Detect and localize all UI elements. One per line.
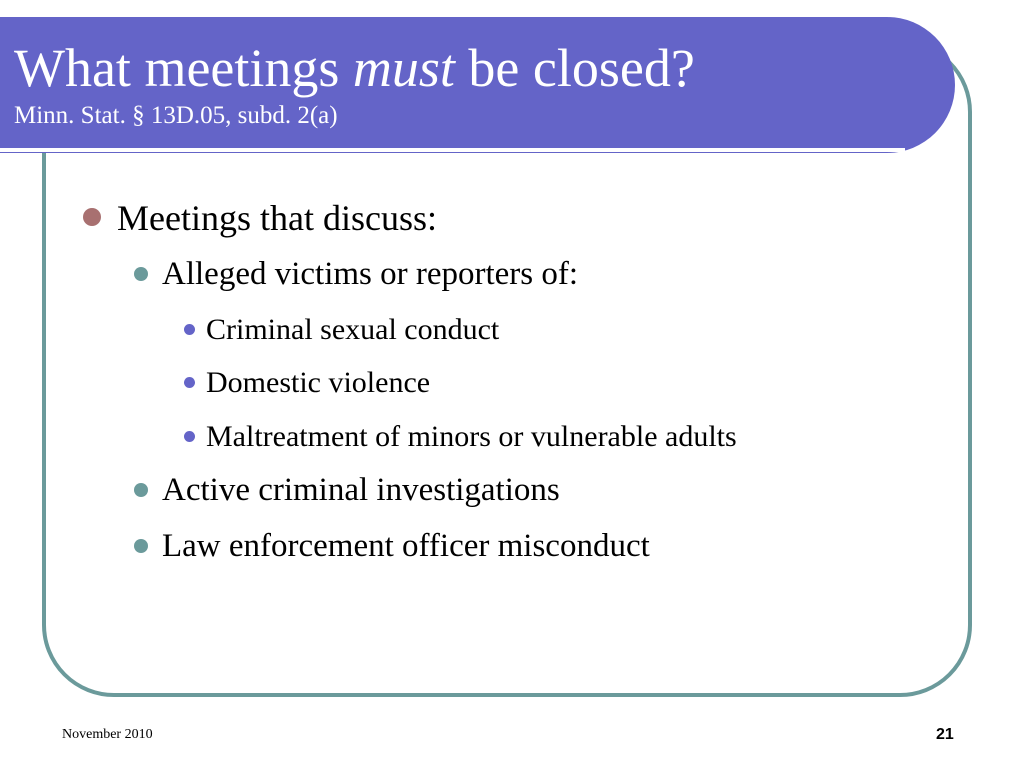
bullet-dot-level2 bbox=[134, 483, 148, 497]
slide-subtitle: Minn. Stat. § 13D.05, subd. 2(a) bbox=[14, 102, 338, 129]
bullet-6: Active criminal investigations bbox=[162, 472, 560, 508]
title-part-2: be closed? bbox=[454, 38, 695, 98]
bullet-7: Law enforcement officer misconduct bbox=[162, 528, 650, 564]
title-emphasis: must bbox=[352, 38, 455, 98]
bullet-4: Domestic violence bbox=[206, 366, 431, 399]
bullet-dot-level3 bbox=[184, 324, 195, 335]
bullet-1: Meetings that discuss: bbox=[117, 198, 437, 238]
bullet-dot-level3 bbox=[184, 377, 195, 388]
bullet-dot-level2 bbox=[134, 267, 148, 281]
bullet-dot-level1 bbox=[83, 208, 101, 226]
bullet-5: Maltreatment of minors or vulnerable adults bbox=[206, 420, 737, 453]
title-part-1: What meetings bbox=[14, 38, 353, 98]
bullet-dot-level2 bbox=[134, 539, 148, 553]
bullet-2: Alleged victims or reporters of: bbox=[162, 256, 579, 292]
footer-date: November 2010 bbox=[62, 727, 153, 742]
bullet-dot-level3 bbox=[184, 431, 195, 442]
bullet-3: Criminal sexual conduct bbox=[206, 313, 500, 346]
page-number: 21 bbox=[936, 726, 954, 743]
